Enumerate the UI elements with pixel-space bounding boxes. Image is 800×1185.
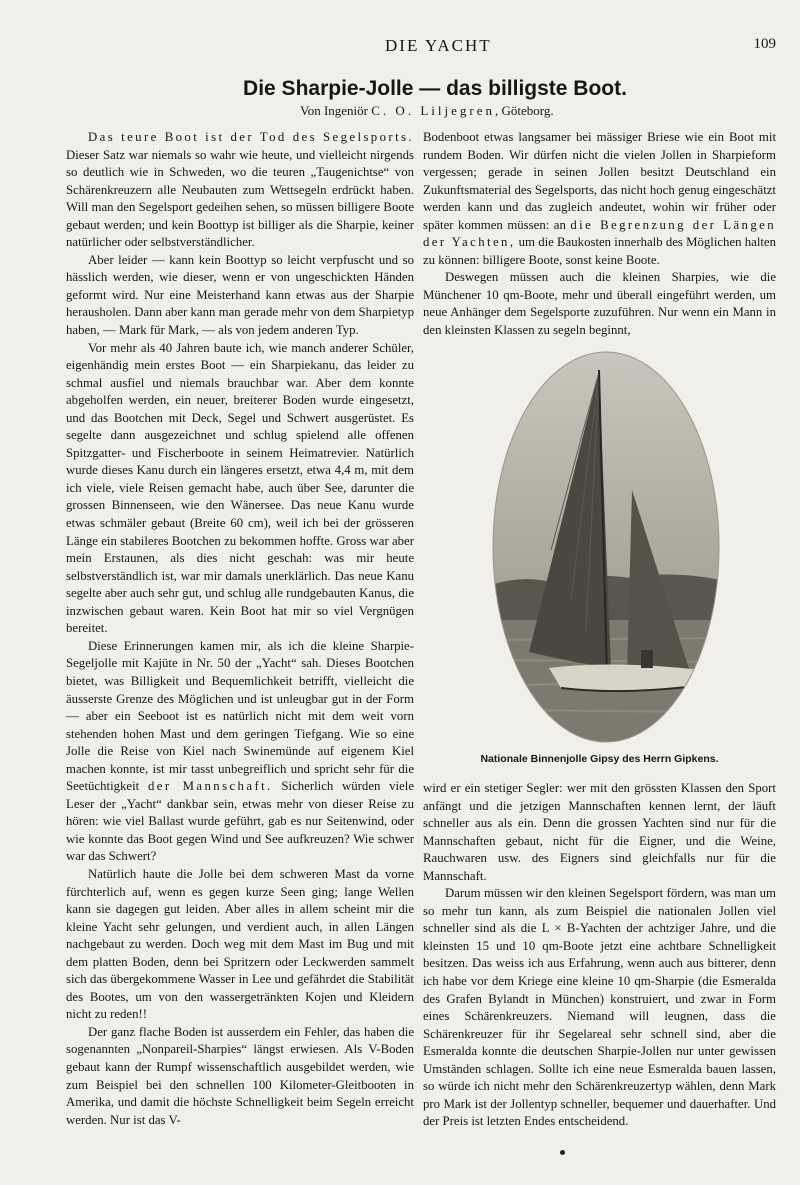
byline-prefix: Von Ingeniör <box>300 103 369 118</box>
paragraph <box>66 638 414 866</box>
crew-figure <box>641 650 653 668</box>
paragraph: Der ganz flache Boden ist ausserdem ein Fehler, das haben die sogenannten „Nonpareil-Sharpies“ längst erwiesen. Als V-Boden gebaut kann der Rumpf wissenschaftlich ausgebildet werden, wie zum Beispiel bei den schnellen 100 Kilometer-Gleitbooten in Amerika, und damit die höchste Schnelligkeit beim Segeln erreicht werden. Nur ist das V- <box>66 1024 414 1127</box>
article-title: Die Sharpie-Jolle — das billigste Boot. <box>243 77 627 100</box>
sailboat-photo <box>491 350 721 745</box>
paragraph <box>66 129 414 252</box>
paragraph-text: Sicherlich würden viele Leser der „Yacht“ dankbar sein, etwas mehr von dieser Reise zu hören: wie viel Ballast wurde geführt, gab es nur Seitenwind, oder wie konnte das Boot gegen Wind und See aufkreuzen? Wie schwer war das Schwert? <box>66 779 415 864</box>
paragraph-text: um die Baukosten innerhalb des Möglichen halten zu können: billigere Boote, sonst keine Boote. <box>423 235 777 267</box>
paragraph: Natürlich haute die Jolle bei dem schweren Mast da vorne fürchterlich auf, wenn es gegen kurze Seen ging; lange Wellen kann sie dagegen gut leiden. Aber alles in allem scheint mir die kleine Yacht sehr gelungen, und verdient auch, in allen Längen nachgebaut zu werden. Doch weg mit dem Mast im Bug und mit dem platten Boden, denn bei Spritzern oder Leckwerden sammelt sich das übergekommene Wasser in Lee und gefährdet die Stabilität des Bootes, um von den wassergetränkten Kojen und Kleidern nicht zu reden!! <box>66 866 414 1022</box>
paragraph-text: Dieser Satz war niemals so wahr wie heute, und vielleicht nirgends so deutlich wie in Schweden, wo die teuren „Taugenichtse“ von Schärenkreuzern alle Neubauten zum Wettsegeln erdrückt haben. Will man den Segelsport gedeihen sehen, so müssen billigere Boote gebaut werden; und kein Boottyp ist billiger als die Sharpie, keiner natürlicher oder selbstverständlicher. <box>66 147 414 250</box>
paragraph: Vor mehr als 40 Jahren baute ich, wie manch anderer Schüler, eigenhändig mein erstes Boot — ein Sharpiekanu, das leider zu schmal ausfiel und niemals brauchbar war. Aber dem konnte abgeholfen werden, ein neuer, breiterer Boden wurde eingesetzt, und das Bootchen mit Deck, Segel und Schwert ausgerüstet. Es segelte dann ausgezeichnet und schlug spielend alle offenen Spitzgatter- und Fischerboote in seinem Heimatrevier. Natürlich wurde dieses Kanu durch ein längeres ersetzt, etwa 4,4 m, mit dem ich viele, viele Reisen gemacht habe, auch über See, darunter die grossen Binnenseen, wie den Wänersee. Das neue Kanu wurde etwas schmäler gebaut (Breite 60 cm), weil ich bei der grösseren Länge ein stabileres Bootchen zu bekommen hoffte. Gross war aber mein Erstaunen, als dies nicht geschah: was mir heute selbstverständlich ist, war mir damals unerklärlich. Das neue Kanu segelte aber auch sehr gut, und schlug alle rundgebauten Kanus, die inzwischen gebaut waren. Kein Boot hat mir so viel Vergnügen bereitet. <box>66 340 414 636</box>
page-number: 109 <box>753 36 776 52</box>
paragraph: wird er ein stetiger Segler: wer mit den grössten Klassen den Sport anfängt und die jetzigen Mannschaften kennen lernt, der läuft schneller aus als ein. Denn die grossen Yachten sind nur für die Mannschaften gebaut, nicht für die Eigner, und die Weine, Rauchwaren usw. des Eigners sind gleichfalls nur für die Mannschaft. <box>423 781 776 883</box>
running-header <box>0 36 800 58</box>
photo-caption: Nationale Binnenjolle Gipsy des Herrn Gipkens. <box>480 753 719 765</box>
spaced-text: die Begrenzung der Längen der Yachten, <box>423 217 776 250</box>
byline <box>300 103 554 119</box>
column-right-top <box>423 129 776 340</box>
opening-sentence: Das teure Boot ist der Tod des Segelsports. <box>88 130 414 144</box>
byline-location: , Göteborg. <box>494 103 554 118</box>
column-left <box>66 129 414 1129</box>
paragraph: Aber leider — kann kein Boottyp so leicht verpfuscht und so hässlich werden, wie dieser, wenn er von ungeschickten Händen geformt wird. Nur eine Meisterhand kann etwas aus der Sharpie herausholen. Dann aber kann man gerade mehr von dem Sharpietyp haben, — Mark für Mark, — als von jedem anderen Typ. <box>66 252 414 338</box>
paragraph-text: Diese Erinnerungen kamen mir, als ich die kleine Sharpie-Segeljolle mit Kajüte in Nr. 50 der „Yacht“ sah. Dieses Bootchen bietet, was Billigkeit und Bequemlichkeit betrifft, vielleicht die äusserste Grenze des Möglichen und ist unleugbar gut in der Form — aber ein Seeboot ist es natürlich nicht mit dem weit vorn stehenden hohen Mast und dem geringen Tiefgang. Wie so eine Jolle die Reise von Kiel nach Swinemünde auf eigenem Kiel machen konnte, ist mir tasst unbegreiflich und spricht sehr für die Seetüchtigkeit <box>66 638 414 794</box>
spaced-text: der Mannschaft. <box>147 779 273 794</box>
paragraph: Darum müssen wir den kleinen Segelsport fördern, was man um so mehr tun kann, als zum Beispiel die nationalen Jollen viel schneller sind als die L × B-Yachten der achtziger Jahre, und die kleinsten 15 und 10 qm-Boote jetzt eine achtbare Schnelligkeit besitzen. Das weiss ich aus Erfahrung, wenn auch aus bitterer, denn ich habe vor dem Kriege eine kleine 10 qm-Sharpie (die Esmeralda des Grafen Bylandt in München) konstruiert, und zwar in Form eines Schärenkreuzers. Niemand will leugnen, dass die Schärenkreuzer für ihr Segelareal sehr schnell sind, aber die Esmeralda konnte die deutschen Sharpie-Jollen nur unter gewissen Umständen schlagen. Sollte ich eine neue Esmeralda bauen lassen, so würde ich nicht mehr den Schärenkreuzertyp wählen, denn Mark pro Mark ist der Jollentyp schneller, bequemer und dauerhafter. Und der Preis ist letzten Endes entscheidend. <box>423 886 776 1129</box>
page-dot-mark <box>560 1150 565 1155</box>
paragraph: Deswegen müssen auch die kleinen Sharpies, wie die Münchener 10 qm-Boote, mehr und überall eingeführt werden, um neue Anhänger dem Segelsporte zuzuführen. Nur wenn ein Mann in den kleinsten Klassen zu segeln beginnt, <box>423 270 776 338</box>
column-right-bottom <box>423 780 776 1131</box>
magazine-name: DIE YACHT <box>385 36 492 55</box>
paragraph <box>423 129 776 269</box>
paragraph-text: Bodenboot etwas langsamer bei mässiger Briese wie ein Boot mit rundem Boden. Wir dürfen nicht die vielen Jollen in Sharpieform vergessen; gerade in seinen Jollen besitzt Deutschland ein Zukunftsmaterial des Segelsports, das nicht hoch genug eingeschätzt werden kann und das zugleich andeutet, wohin wir früher oder später kommen müssen: an <box>423 130 776 232</box>
author-name: C. O. Liljegren <box>371 103 495 118</box>
